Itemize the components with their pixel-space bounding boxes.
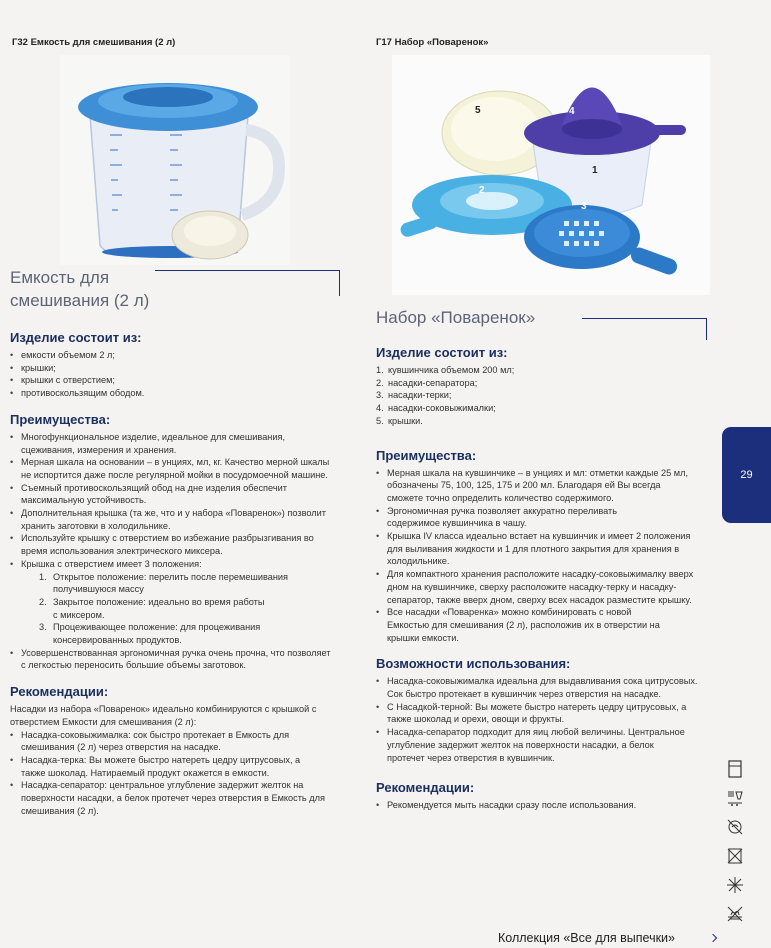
section-heading-usage: Возможности использования: [376, 656, 571, 672]
list-item: • крышки; [10, 362, 355, 375]
section-heading-recommendations: Рекомендации: [10, 684, 109, 700]
item-text: крышки. [388, 415, 423, 426]
section-heading-composition: Изделие состоит из: [10, 330, 142, 345]
no-oven-icon [726, 847, 744, 865]
list-item [376, 389, 706, 402]
item-text: кувшинчика объемом 200 мл; [388, 365, 515, 375]
page-number: 29 [740, 469, 753, 481]
list-item [376, 364, 706, 377]
no-freezer-icon [726, 876, 744, 894]
photo-label: 2 [479, 185, 485, 196]
item-number: 3. [376, 390, 384, 401]
photo-label: 4 [569, 106, 575, 117]
list-item [376, 415, 706, 428]
title-rule [155, 270, 340, 271]
list-item: • Крышка IV класса идеально встает на кувшинчик и имеет 2 положения для выливания жидкости и 1 для плотного закрытия для хранения в холодильнике. [376, 530, 701, 568]
recommendations-intro: Насадки из набора «Поваренок» идеально комбинируются с крышкой с отверстием Емкости для смешивания (2 л): [10, 704, 317, 727]
list-item: • Мерная шкала на кувшинчике – в унциях и мл: отметки каждые 25 мл, обозначены 75, 100, 125, 175 и 200 мл. Благодаря ей Вы всегда сможете точно определить количество содержимого. [376, 467, 694, 505]
item-number: 1. [376, 365, 384, 375]
position-item [10, 596, 265, 621]
mixing-bowl-photo [60, 55, 290, 265]
item-number: 5. [376, 415, 384, 426]
list-item: • емкости объемом 2 л; [10, 349, 355, 362]
photo-label: 3 [581, 201, 587, 212]
freezer-safe-icon [726, 760, 744, 778]
product-code-title-g17: Г17 Набор «Поваренок» [376, 37, 489, 48]
recommendations-list [376, 799, 646, 812]
list-item: • Насадка-соковыжималка: сок быстро протекает в Емкость для смешивания (2 л) через отверстия на насадке. [10, 729, 310, 754]
title-rule [582, 318, 707, 319]
list-item: • Используйте крышку с отверстием во избежание разбрызгивания во время использования электрического миксера. [10, 532, 335, 557]
list-item: • Многофункциональное изделие, идеальное для смешивания, сцеживания, измерения и хранения. [10, 431, 335, 456]
mixing-bowl-big-title [10, 266, 149, 312]
usage-list [376, 675, 701, 764]
list-item: • Крышка с отверстием имеет 3 положения: [10, 558, 335, 571]
care-icons-column [726, 760, 748, 934]
position-text: Закрытое положение: идеально во время работы с миксером. [53, 596, 265, 620]
position-number: 3. [39, 622, 47, 633]
photo-label: 5 [475, 105, 481, 116]
cook-set-big-title: Набор «Поваренок» [376, 308, 536, 327]
left-text-column [10, 330, 355, 818]
advantages-list [376, 467, 701, 645]
position-number: 2. [39, 596, 47, 607]
list-item: • противоскользящим ободом. [10, 387, 355, 400]
list-item: • Для компактного хранения расположите насадку-соковыжималку вверх дном на кувшинчике, сверху расположите насадку-терку и насадку-сепаратор, также вверх дном, сверху всех насадок разместите крышку. [376, 568, 701, 606]
big-title-line: Емкость для [10, 268, 110, 287]
section-heading-recommendations: Рекомендации: [376, 780, 475, 796]
title-rule-tick [339, 270, 340, 296]
item-text: насадки-терки; [388, 390, 452, 401]
list-item: • Насадка-терка: Вы можете быстро натереть цедру цитрусовых, а также шоколад. Натираемый продукт окажется в емкости. [10, 754, 320, 779]
list-item: • Усовершенствованная эргономичная ручка очень прочна, что позволяет с легкостью переносить большие объемы заготовок. [10, 647, 335, 672]
item-number: 2. [376, 377, 384, 388]
no-stovetop-icon [726, 905, 744, 923]
list-item: • крышки с отверстием; [10, 374, 355, 387]
list-item: • Насадка-соковыжималка идеальна для выдавливания сока цитрусовых. Сок быстро протекает в кувшинчик через отверстия на насадке. [376, 675, 701, 700]
product-code-title-g32: Г32 Емкость для смешивания (2 л) [12, 37, 176, 48]
footer-arrow-icon [709, 934, 717, 942]
item-text: насадки-соковыжималки; [388, 403, 496, 414]
list-item: • Рекомендуется мыть насадки сразу после использования. [376, 799, 646, 812]
section-heading-advantages: Преимущества: [10, 411, 111, 427]
list-item: • Эргономичная ручка позволяет аккуратно переливать содержимое кувшинчика в чашу. [376, 505, 666, 530]
section-heading-composition: Изделие состоит из: [376, 345, 508, 360]
list-item [376, 377, 706, 390]
list-item [376, 402, 706, 415]
microwave-icon [726, 818, 744, 836]
right-text-column [376, 345, 706, 812]
photo-label: 1 [592, 165, 598, 176]
cook-set-photo [392, 55, 710, 295]
list-item: • Насадка-сепаратор подходит для яиц любой величины. Центральное углубление задержит желток на поверхности насадки, а белок протечет через отверстия в кувшинчик. [376, 726, 686, 764]
position-text: Открытое положение: перелить после перемешивания получившуюся массу [53, 571, 289, 595]
list-item: • Дополнительная крышка (та же, что и у набора «Поваренок») позволит хранить заготовки в холодильнике. [10, 507, 335, 532]
item-text: насадки-сепаратора; [388, 377, 478, 388]
list-item: • Съемный противоскользящий обод на дне изделия обеспечит максимальную устойчивость. [10, 482, 335, 507]
position-item [10, 571, 300, 596]
dishwasher-safe-icon [726, 789, 744, 807]
advantages-list [10, 431, 335, 672]
composition-list [376, 364, 706, 428]
recommendations-list [10, 703, 340, 817]
list-item: • С Насадкой-терной: Вы можете быстро натереть цедру цитрусовых, а также шоколад и орехи, овощи и фрукты. [376, 701, 701, 726]
list-item: • Все насадки «Поваренка» можно комбинировать с новой Емкостью для смешивания (2 л), расположив их в отверстии на крышки емкости. [376, 606, 676, 644]
item-number: 4. [376, 403, 384, 414]
list-item: • Насадка-сепаратор: центральное углубление задержит желток на поверхности насадки, а белок протечет через отверстия в Емкость для смешивания (2 л). [10, 779, 340, 817]
composition-list [10, 349, 355, 400]
footer-collection: Коллекция «Все для выпечки» [498, 931, 675, 945]
big-title-line: смешивания (2 л) [10, 291, 150, 310]
page-number-tab [722, 427, 771, 523]
position-text: Процеживающее положение: для процеживания консервированных продуктов. [53, 622, 261, 646]
list-item: • Мерная шкала на основании – в унциях, мл, кг. Качество мерной шкалы не испортится даже после регулярной мойки в посудомоечной машине. [10, 456, 335, 481]
position-number: 1. [39, 571, 47, 582]
section-heading-advantages: Преимущества: [376, 447, 477, 463]
position-item [10, 621, 310, 646]
title-rule-tick [706, 318, 707, 340]
